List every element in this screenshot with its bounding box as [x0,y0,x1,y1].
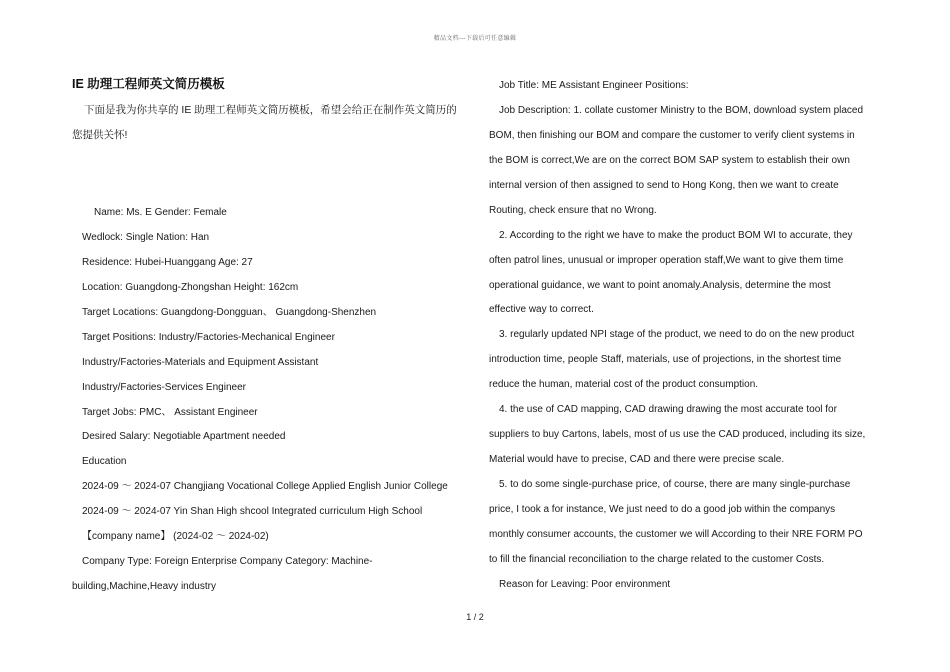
job-description-line: the BOM is correct,We are on the correct BOM SAP system to establish their own [489,154,850,166]
job-description-line: monthly consumer accounts, the customer we will According to their NRE FORM PO [489,528,863,540]
page-number: 1 / 2 [466,612,484,622]
job-description-line: price, I took a for instance, We just need to do a good job within the companys [489,503,836,515]
job-description-line: 5. to do some single-purchase price, of course, there are many single-purchase [499,479,851,490]
page-header-note: 精品文档---下载后可任意编辑 [433,36,517,42]
resume-left-column [72,201,472,600]
job-description-line: Routing, check ensure that no Wrong. [489,204,657,216]
resume-section-education: Education [82,456,127,468]
resume-line-name-gender: Name: Ms. E Gender: Female [94,207,227,218]
resume-line-job-title: Job Title: ME Assistant Engineer Positions: [499,80,689,91]
resume-line-target-locations: Target Locations: Guangdong-Dongguan、 Guangdong-Shenzhen [82,306,377,318]
job-description-line: 2. According to the right we have to make the product BOM WI to accurate, they [499,229,853,241]
job-description-line: effective way to correct. [489,304,594,316]
resume-line-target-positions: Target Positions: Industry/Factories-Mechanical Engineer [82,331,335,343]
resume-line-desired-salary: Desired Salary: Negotiable Apartment needed [82,431,286,443]
resume-line-position-materials: Industry/Factories-Materials and Equipment Assistant [82,356,319,368]
job-description-line: internal version of then assigned to send to Hong Kong, then we want to create [489,179,839,191]
job-description-line: BOM, then finishing our BOM and compare the customer to verify client systems in [489,129,855,141]
job-description-line: to fill the financial reconciliation to the charge related to the customer Costs. [489,553,825,565]
resume-right-column [489,74,881,598]
job-description-line: reduce the human, material cost of the product consumption. [489,379,759,391]
resume-line-education-college: 2024-09 ～ 2024-07 Changjiang Vocational College Applied English Junior College [82,481,448,493]
resume-line-location-height: Location: Guangdong-Zhongshan Height: 162cm [82,281,299,293]
resume-line-target-jobs: Target Jobs: PMC、 Assistant Engineer [82,406,258,418]
job-description-line: introduction time, people Staff, materials, use of projections, in the shortest time [489,354,842,366]
intro-paragraph: 下面是我为你共享的 IE 助理工程师英文简历模板，希望会给正在制作英文简历的您提供关怀! [72,104,457,141]
job-description-line: 3. regularly updated NPI stage of the product, we need to do on the new product [499,329,855,341]
job-description-line: 4. the use of CAD mapping, CAD drawing drawing the most accurate tool for [499,404,837,416]
resume-line-residence-age: Residence: Hubei-Huanggang Age: 27 [82,256,253,268]
resume-line-wedlock-nation: Wedlock: Single Nation: Han [82,231,210,243]
resume-line-position-services: Industry/Factories-Services Engineer [82,381,246,393]
job-description-line: Job Description: 1. collate customer Ministry to the BOM, download system placed [499,104,864,116]
resume-line-reason-for-leaving: Reason for Leaving: Poor environment [499,578,671,590]
job-description-line: suppliers to buy Cartons, labels, most of us use the CAD produced, including its size, [489,429,866,441]
document-title: IE 助理工程师英文简历模板 [72,77,225,91]
job-description-line: operational guidance, we want to point anomaly.Analysis, determine the most [489,279,831,291]
resume-line-company-name: 【company name】 (2024-02 ～ 2024-02) [82,531,269,543]
resume-line-company-type: Company Type: Foreign Enterprise Company Category: Machine- [82,556,373,568]
resume-line-education-highschool: 2024-09 ～ 2024-07 Yin Shan High shcool Integrated curriculum High School [82,506,423,518]
job-description-line: Material would have to precise, CAD and there were precise scale. [489,454,785,466]
resume-line-company-type-cont: building,Machine,Heavy industry [72,581,216,593]
job-description-line: often patrol lines, unusual or improper operation staff,We want to give them time [489,254,844,266]
